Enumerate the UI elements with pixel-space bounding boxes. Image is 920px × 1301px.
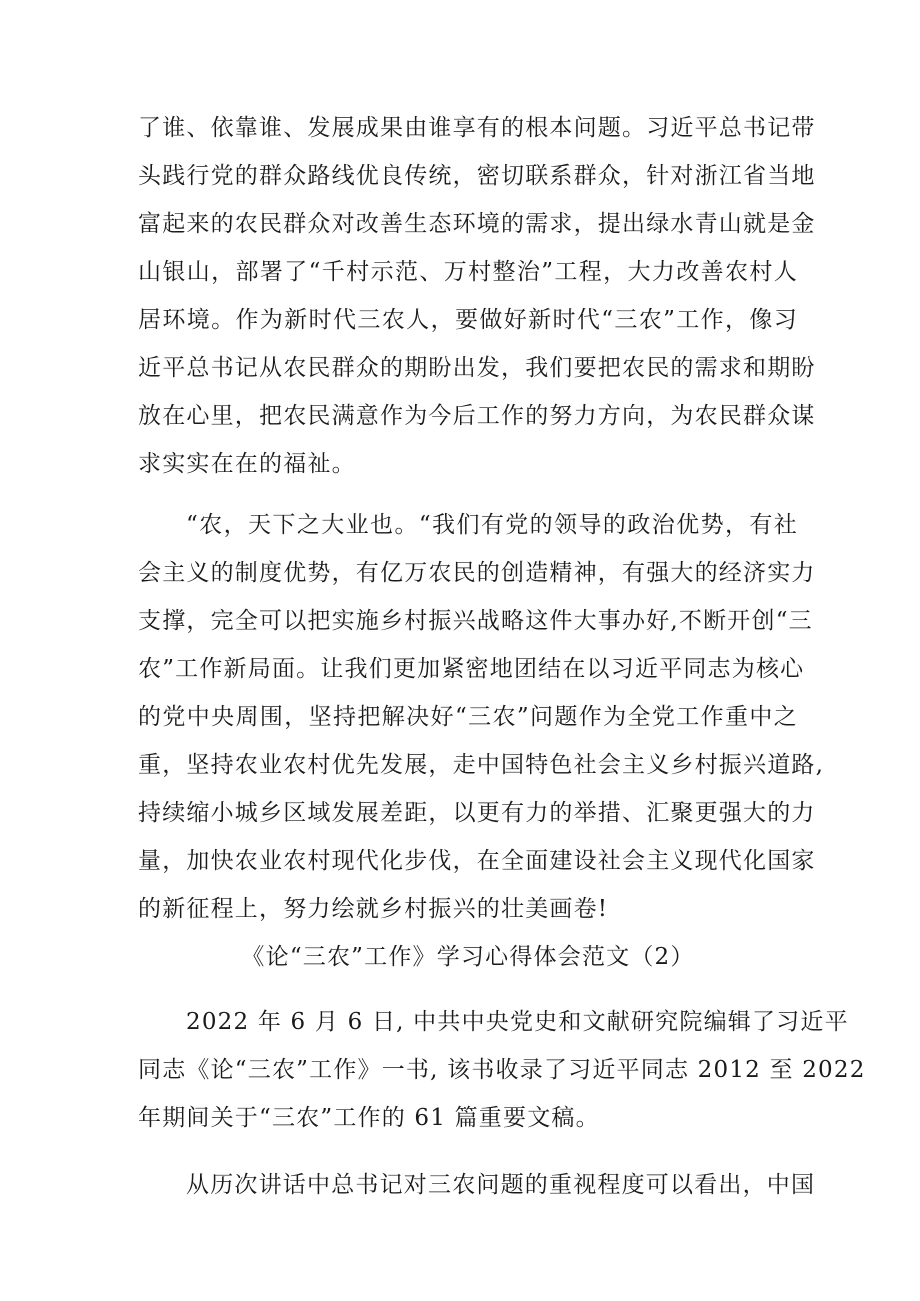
paragraph-line: 支撑，完全可以把实施乡村振兴战略这件大事办好,不断开创“三 [138,608,813,634]
paragraph-line: 同志《论“三农”工作》一书, 该书收录了习近平同志 2012 至 2022 [138,1057,866,1083]
paragraph-line: 会主义的制度优势，有亿万农民的创造精神，有强大的经济实力 [138,560,816,586]
paragraph-line: 头践行党的群众路线优良传统，密切联系群众，针对浙江省当地 [138,163,816,189]
paragraph-line: 的新征程上，努力绘就乡村振兴的壮美画卷! [138,896,609,922]
paragraph-line: 从历次讲话中总书记对三农问题的重视程度可以看出，中国 [186,1172,816,1198]
paragraph-line: 农”工作新局面。让我们更加紧密地团结在以习近平同志为核心 [138,656,805,682]
document-body [138,0,866,1301]
paragraph-line: “农，天下之大业也。“我们有党的领导的政治优势，有社 [186,512,798,538]
paragraph-line: 求实实在在的福祉。 [138,451,356,477]
section-heading: 《论“三农”工作》学习心得体会范文（2） [241,944,695,970]
paragraph-line: 了谁、依靠谁、发展成果由谁享有的根本问题。习近平总书记带 [138,115,816,141]
paragraph-line: 富起来的农民群众对改善生态环境的需求，提出绿水青山就是金 [138,211,816,237]
paragraph-line: 年期间关于“三农”工作的 61 篇重要文稿。 [138,1105,600,1131]
paragraph-line: 居环境。作为新时代三农人，要做好新时代“三农”工作，像习 [138,307,798,333]
paragraph-line: 2022 年 6 月 6 日, 中共中央党史和文献研究院编辑了习近平 [186,1009,849,1035]
paragraph-line: 山银山，部署了“千村示范、万村整治”工程，大力改善农村人 [138,259,798,285]
paragraph-line: 的党中央周围，坚持把解决好“三农”问题作为全党工作重中之 [138,704,798,730]
paragraph-line: 持续缩小城乡区域发展差距，以更有力的举措、汇聚更强大的力 [138,800,816,826]
paragraph-line: 重，坚持农业农村优先发展，走中国特色社会主义乡村振兴道路, [138,752,825,778]
paragraph-line: 量，加快农业农村现代化步伐，在全面建设社会主义现代化国家 [138,848,816,874]
paragraph-line: 近平总书记从农民群众的期盼出发，我们要把农民的需求和期盼 [138,355,816,381]
paragraph-line: 放在心里，把农民满意作为今后工作的努力方向，为农民群众谋 [138,403,816,429]
